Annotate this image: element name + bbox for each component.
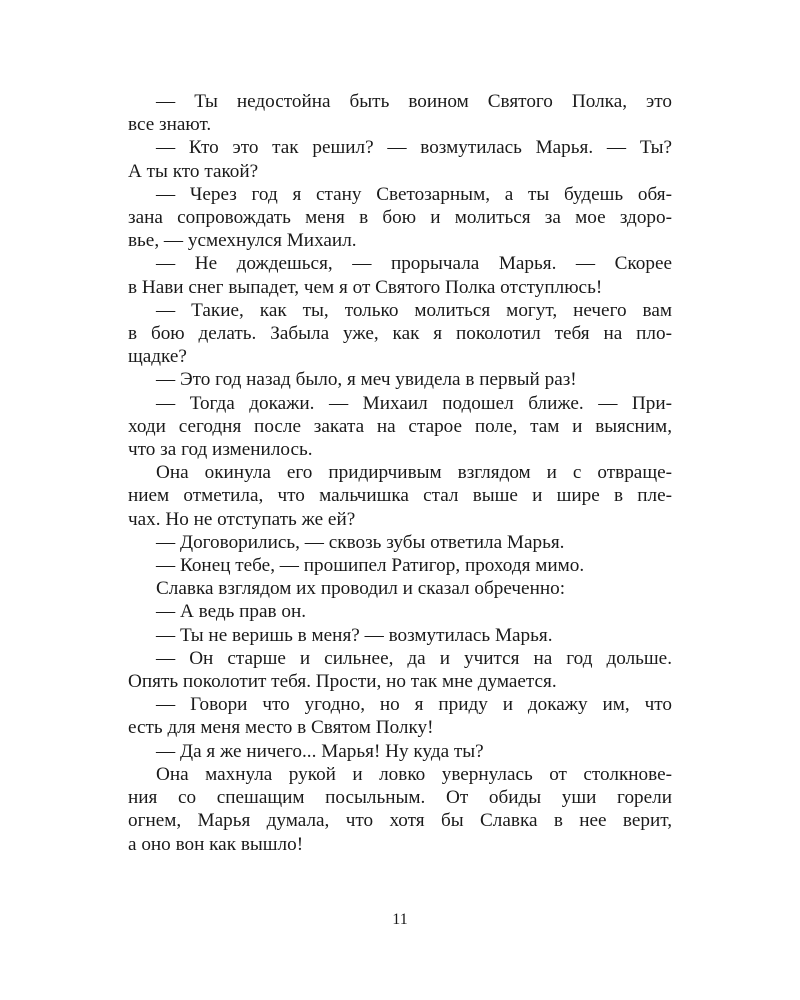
text-line: — Говори что угодно, но я приду и докажу им, что bbox=[156, 694, 672, 716]
paragraph bbox=[128, 647, 672, 693]
paragraph bbox=[128, 531, 672, 554]
text-line: — Ты не веришь в меня? — возмутилась Марья. bbox=[156, 624, 553, 646]
text-line: Славка взглядом их проводил и сказал обреченно: bbox=[156, 578, 566, 600]
text-line: есть для меня место в Святом Полку! bbox=[128, 717, 434, 739]
text-line: — Ты недостойна быть воином Святого Полка, это bbox=[156, 91, 672, 112]
text-line: — А ведь прав он. bbox=[156, 601, 307, 623]
text-line: щадке? bbox=[128, 346, 187, 368]
text-line: Она махнула рукой и ловко увернулась от столкнове- bbox=[156, 763, 672, 785]
text-line: — Он старше и сильнее, да и учится на год дольше. bbox=[156, 647, 672, 669]
text-line: — Такие, как ты, только молиться могут, нечего вам bbox=[156, 299, 672, 321]
text-line: Она окинула его придирчивым взглядом и с отвраще- bbox=[156, 462, 672, 484]
text-line: огнем, Марья думала, что хотя бы Славка в нее верит, bbox=[128, 810, 672, 832]
text-line: в бою делать. Забыла уже, как я поколотил тебя на пло- bbox=[128, 323, 672, 345]
text-line: что за год изменилось. bbox=[128, 439, 313, 461]
paragraph bbox=[128, 90, 672, 136]
text-line: — Через год я стану Светозарным, а ты будешь обя- bbox=[156, 183, 672, 205]
paragraph bbox=[128, 299, 672, 369]
text-line: ходи сегодня после заката на старое поле, там и выясним, bbox=[128, 415, 672, 437]
text-line: — Конец тебе, — прошипел Ратигор, проходя мимо. bbox=[156, 555, 585, 577]
text-line: А ты кто такой? bbox=[128, 160, 259, 182]
paragraph bbox=[128, 624, 672, 647]
paragraph bbox=[128, 392, 672, 462]
page-number: 11 bbox=[392, 911, 408, 928]
text-line: ния со спешащим посыльным. От обиды уши горели bbox=[128, 787, 672, 809]
text-line: в Нави снег выпадет, чем я от Святого Полка отступлюсь! bbox=[128, 276, 603, 298]
text-line: — Это год назад было, я меч увидела в первый раз! bbox=[156, 369, 577, 391]
text-line: — Тогда докажи. — Михаил подошел ближе. — При- bbox=[156, 392, 672, 414]
paragraph bbox=[128, 252, 672, 298]
text-line: — Не дождешься, — прорычала Марья. — Скорее bbox=[156, 253, 672, 275]
text-line: — Да я же ничего... Марья! Ну куда ты? bbox=[156, 740, 484, 762]
page-text bbox=[128, 90, 672, 856]
text-line: зана сопровождать меня в бою и молиться за мое здоро- bbox=[128, 207, 672, 229]
paragraph bbox=[128, 554, 672, 577]
paragraph bbox=[128, 600, 672, 623]
text-line: — Кто это так решил? — возмутилась Марья. — Ты? bbox=[156, 137, 672, 159]
text-line: все знают. bbox=[128, 114, 212, 136]
paragraph bbox=[128, 763, 672, 856]
text-line: Опять поколотит тебя. Прости, но так мне думается. bbox=[128, 671, 557, 693]
paragraph bbox=[128, 183, 672, 253]
paragraph bbox=[128, 693, 672, 739]
paragraph bbox=[128, 577, 672, 600]
text-line: вье, — усмехнулся Михаил. bbox=[128, 230, 357, 252]
paragraph bbox=[128, 136, 672, 182]
text-line: чах. Но не отступать же ей? bbox=[128, 508, 356, 530]
paragraph bbox=[128, 461, 672, 531]
text-line: а оно вон как вышло! bbox=[128, 833, 304, 855]
text-line: — Договорились, — сквозь зубы ответила Марья. bbox=[156, 531, 565, 553]
paragraph bbox=[128, 740, 672, 763]
text-line: нием отметила, что мальчишка стал выше и шире в пле- bbox=[128, 485, 672, 507]
paragraph bbox=[128, 368, 672, 391]
